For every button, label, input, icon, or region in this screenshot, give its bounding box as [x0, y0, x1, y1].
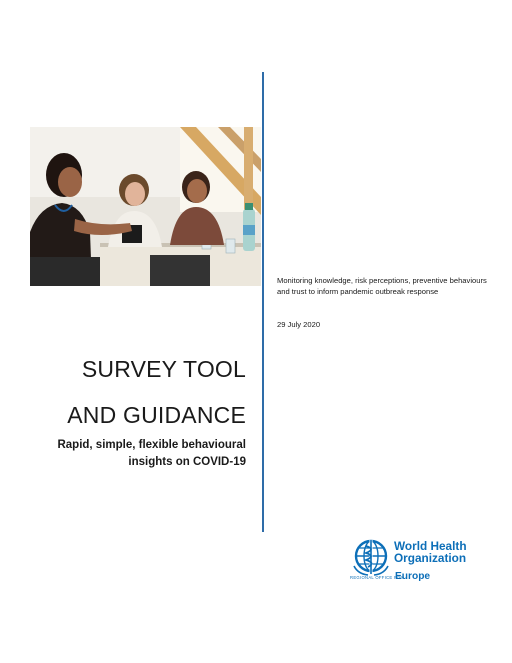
vertical-divider [262, 72, 264, 532]
who-name-line-2: Organization [394, 551, 467, 565]
who-regional-office: REGIONAL OFFICE FOR [350, 575, 404, 580]
who-name [394, 540, 467, 564]
subtitle: Rapid, simple, flexible behavioural insights on COVID-19 [57, 439, 246, 468]
description: Monitoring knowledge, risk perceptions, preventive behaviours and trust to inform pandemic outbreak response [277, 276, 487, 296]
meeting-photo-illustration [30, 127, 261, 286]
title-line-2: AND GUIDANCE [67, 402, 246, 428]
page-title [67, 346, 246, 438]
who-region: Europe [395, 571, 431, 582]
cover-photo [30, 127, 261, 286]
who-logo [350, 536, 480, 586]
title-line-1: SURVEY TOOL [81, 356, 246, 382]
who-name-line-1: World Health [394, 539, 467, 553]
publication-date: 29 July 2020 [277, 320, 321, 329]
who-emblem-icon [350, 536, 392, 578]
